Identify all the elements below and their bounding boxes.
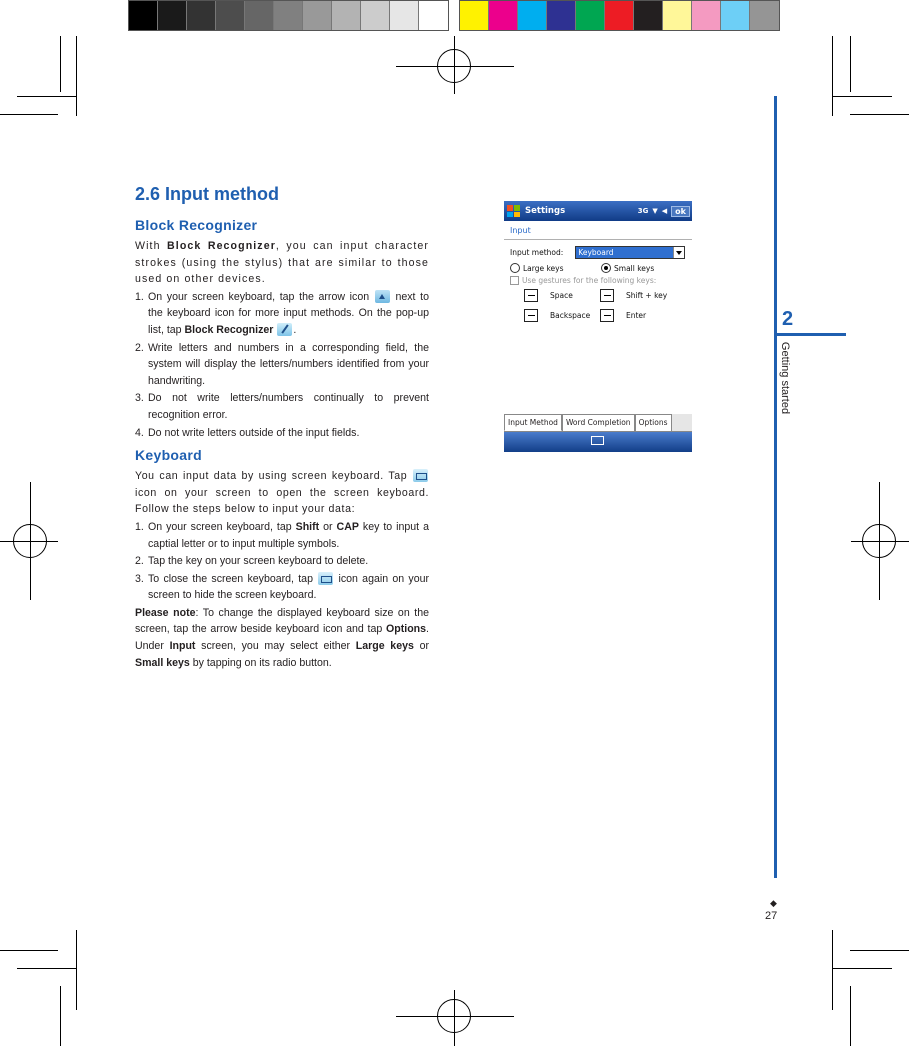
tab-input-method[interactable]: Input Method (504, 414, 562, 431)
color-swatch (692, 1, 721, 30)
gesture-enter: Enter (626, 311, 647, 320)
color-swatch (605, 1, 634, 30)
gestures-row (504, 276, 692, 285)
please-note: Please note: To change the displayed keyboard size on the screen, tap the arrow beside keyboard icon and tap Options. Under Input screen, you may select either Large keys or Small keys by tapping on its radio button. (135, 606, 430, 669)
input-method-row (504, 246, 692, 259)
color-swatch (274, 1, 303, 30)
keyboard-steps (135, 519, 429, 604)
large-keys-label: Large keys (523, 263, 564, 273)
input-heading: Input (504, 221, 692, 240)
gestures-checkbox[interactable] (510, 276, 519, 285)
registration-circle (437, 999, 471, 1033)
color-swatch (634, 1, 663, 30)
chapter-title: Getting started (779, 341, 791, 415)
page-number: 27 (765, 910, 778, 922)
tab-options[interactable]: Options (635, 414, 672, 431)
tab-bar (504, 414, 692, 432)
block-recognizer-intro: With Block Recognizer, you can input character strokes (using the stylus) that are similar to those used on other devices. (135, 240, 429, 286)
list-item: 2. Write letters and numbers in a corresponding field, the system will display the letters/numbers identified from your handwriting. (135, 341, 429, 387)
crop-mark (850, 36, 851, 92)
gesture-shift-key: Shift + key (626, 291, 668, 300)
color-swatch (303, 1, 332, 30)
color-swatch-bar (459, 0, 780, 31)
tab-word-completion[interactable]: Word Completion (562, 414, 635, 431)
color-swatch (663, 1, 692, 30)
block-recognizer-steps (135, 289, 429, 441)
gestures-label: Use gestures for the following keys: (522, 276, 657, 285)
gesture-backspace: Backspace (550, 311, 591, 320)
gesture-row-2 (504, 309, 692, 322)
color-swatch (750, 1, 779, 30)
input-method-select[interactable] (575, 246, 685, 259)
space-gesture-icon (524, 289, 538, 302)
text-column (135, 184, 429, 672)
crop-mark (17, 96, 77, 97)
color-swatch (216, 1, 245, 30)
crop-mark (850, 950, 909, 951)
backspace-gesture-icon (524, 309, 538, 322)
window-title: Settings (525, 206, 566, 216)
block-recognizer-heading: Block Recognizer (135, 217, 258, 233)
color-swatch (187, 1, 216, 30)
keyboard-icon (413, 469, 428, 482)
windows-start-icon[interactable] (507, 205, 520, 217)
keyboard-icon[interactable] (591, 436, 604, 445)
volume-icon[interactable]: ◀ (661, 207, 668, 215)
gesture-space: Space (550, 291, 573, 300)
key-size-row (504, 263, 692, 273)
crop-mark (76, 36, 77, 116)
menu-bar (504, 432, 692, 452)
color-swatch (576, 1, 605, 30)
input-method-value: Keyboard (576, 247, 673, 258)
registration-circle (437, 49, 471, 83)
color-swatch (460, 1, 489, 30)
3g-status-icon: 3G (637, 207, 649, 215)
color-swatch (518, 1, 547, 30)
crop-mark (60, 36, 61, 92)
signal-icon: ▼ (652, 207, 658, 215)
dropdown-arrow-icon[interactable] (673, 247, 684, 258)
crop-mark (17, 968, 77, 969)
list-item: 2. Tap the key on your screen keyboard to delete. (135, 555, 369, 568)
keyboard-intro: You can input data by using screen keyboard. Tap icon on your screen to open the screen keyboard. Follow the steps below to input your data: (135, 470, 429, 516)
registration-circle (862, 524, 896, 558)
gesture-row-1 (504, 289, 692, 302)
crop-mark (850, 986, 851, 1046)
section-title: 2.6 Input method (135, 184, 279, 204)
large-keys-radio[interactable] (510, 263, 520, 273)
sidebar-rule (774, 96, 777, 878)
shift-gesture-icon (600, 289, 614, 302)
gray-swatch-bar (128, 0, 449, 31)
list-item: 3. Do not write letters/numbers continually to prevent recognition error. (135, 392, 429, 421)
registration-circle (13, 524, 47, 558)
color-swatch (419, 1, 448, 30)
color-swatch (158, 1, 187, 30)
small-keys-label: Small keys (614, 263, 655, 273)
color-swatch (361, 1, 390, 30)
title-bar (504, 201, 692, 221)
arrow-up-icon (375, 290, 390, 303)
block-recognizer-pen-icon (277, 323, 292, 336)
enter-gesture-icon (600, 309, 614, 322)
small-keys-radio[interactable] (601, 263, 611, 273)
crop-mark (832, 36, 833, 116)
chapter-number: 2 (782, 308, 794, 330)
crop-mark (832, 930, 833, 1010)
crop-mark (850, 114, 909, 115)
color-swatch (332, 1, 361, 30)
color-swatch (547, 1, 576, 30)
page-marker: ◆ (770, 898, 777, 908)
keyboard-heading: Keyboard (135, 447, 202, 464)
color-swatch (489, 1, 518, 30)
crop-mark (832, 96, 892, 97)
color-swatch (129, 1, 158, 30)
color-swatch (390, 1, 419, 30)
input-method-label: Input method: (510, 248, 564, 257)
list-item: 3. To close the screen keyboard, tap icon again on your screen to hide the screen keyboard. (135, 572, 430, 602)
list-item: 4. Do not write letters outside of the input fields. (135, 426, 360, 439)
crop-mark (832, 968, 892, 969)
ok-button[interactable]: ok (671, 206, 690, 217)
crop-mark (0, 950, 58, 951)
keyboard-icon (318, 572, 333, 585)
crop-mark (60, 986, 61, 1046)
crop-mark (76, 930, 77, 1010)
crop-mark (0, 114, 58, 115)
color-swatch (721, 1, 750, 30)
color-swatch (245, 1, 274, 30)
list-item: 1. On your screen keyboard, tap the arrow icon next to the keyboard icon for more input methods. On the pop-up list, tap Block Recognizer . (135, 290, 429, 336)
device-screenshot (504, 201, 692, 452)
list-item: 1. On your screen keyboard, tap Shift or CAP key to input a captial letter or to input multiple symbols. (135, 520, 429, 550)
